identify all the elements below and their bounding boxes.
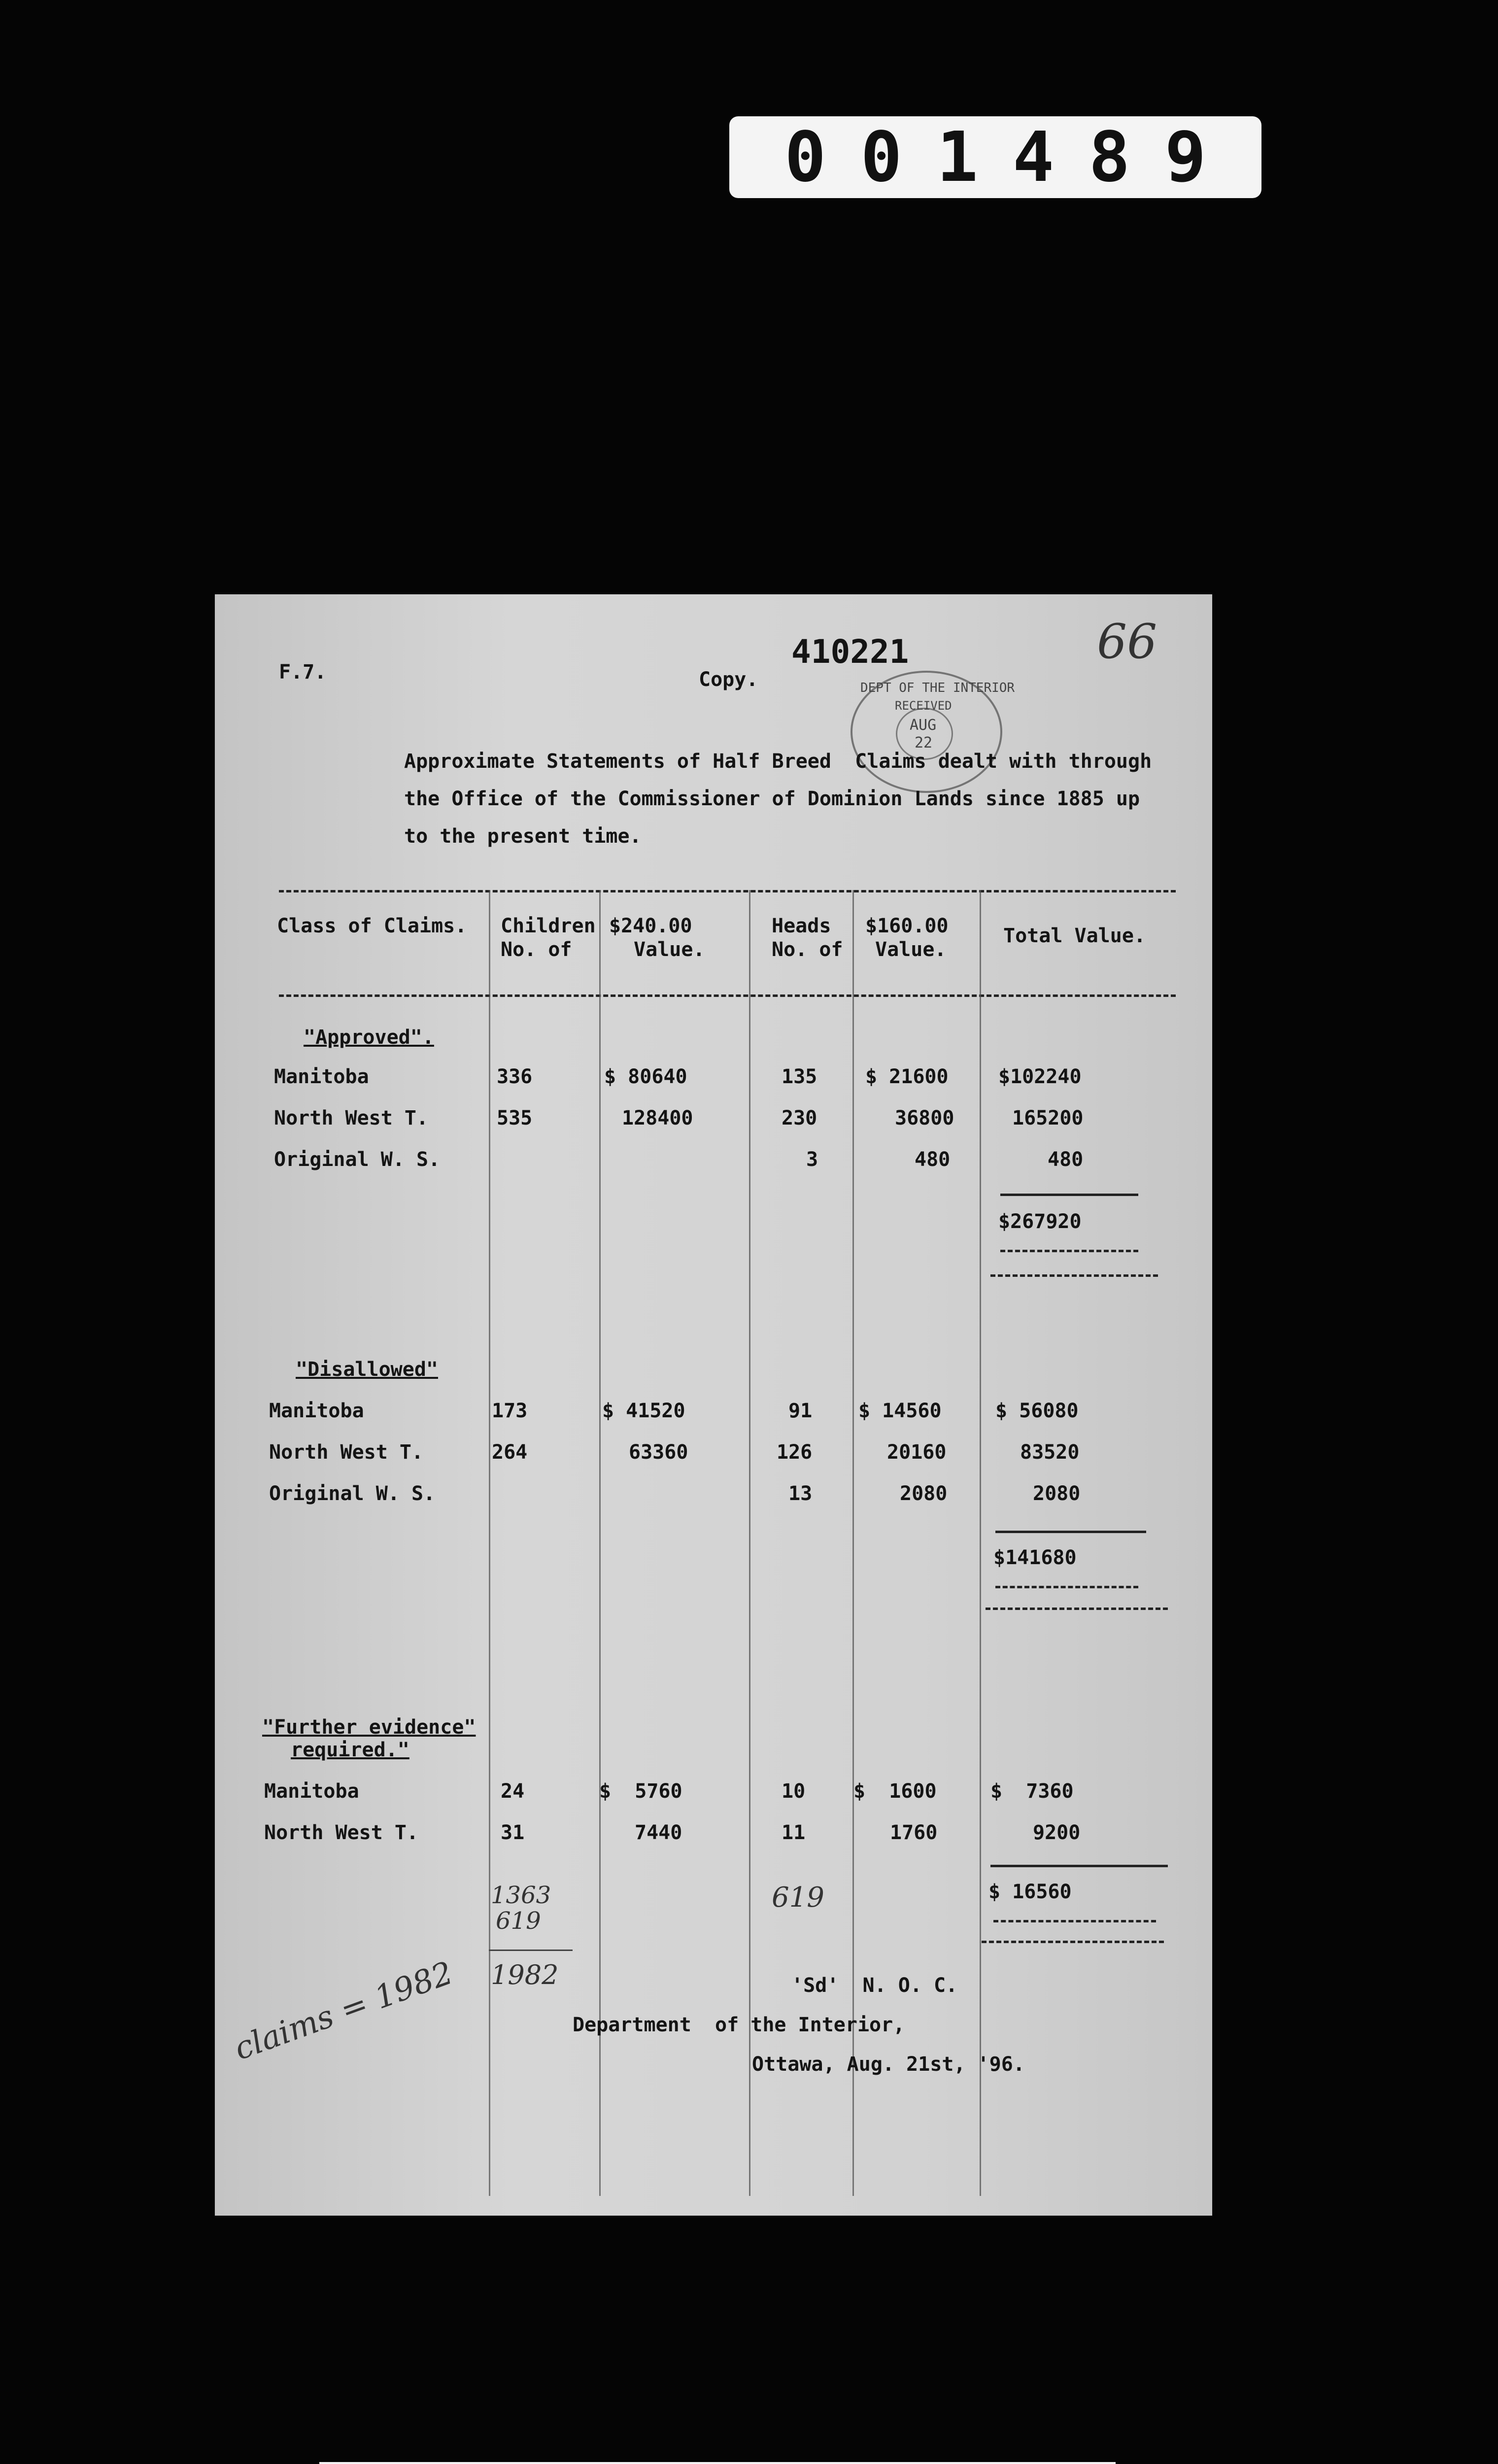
- col-header-children-no: No. of: [501, 938, 572, 961]
- section-sum: $141680: [993, 1546, 1077, 1569]
- col-header-class: Class of Claims.: [277, 915, 467, 937]
- cell-total: $102240: [998, 1065, 1082, 1088]
- cell-children: 173: [492, 1400, 528, 1422]
- heading-line-1: Approximate Statements of Half Breed Claims dealt with through: [404, 750, 1152, 773]
- handwritten-rule: [489, 1950, 573, 1951]
- row-label: Manitoba: [269, 1400, 364, 1422]
- cell-children: 31: [501, 1821, 525, 1844]
- row-label: North West T.: [274, 1107, 429, 1129]
- sum-double-rule: [995, 1586, 1138, 1588]
- stamp-month: AUG: [910, 717, 937, 734]
- cell-value240: $ 41520: [602, 1400, 685, 1422]
- col-header-value240-label: Value.: [634, 938, 705, 961]
- cell-heads: 11: [782, 1821, 806, 1844]
- frame-number: 001489: [729, 116, 1261, 198]
- col-header-value160: $160.00: [865, 915, 949, 937]
- sum-double-rule: [993, 1920, 1156, 1922]
- sum-rule: [1000, 1194, 1138, 1196]
- column-divider: [980, 890, 981, 2196]
- cell-value240: 7440: [635, 1821, 682, 1844]
- cell-value160: 480: [915, 1148, 951, 1171]
- cell-total: $ 56080: [995, 1400, 1079, 1422]
- cell-heads: 91: [788, 1400, 813, 1422]
- handwritten-children-a: 1363: [491, 1882, 551, 1909]
- cell-heads: 13: [788, 1482, 813, 1505]
- stamp-text: DEPT OF THE INTERIOR: [860, 681, 1015, 695]
- column-divider: [599, 890, 601, 2196]
- column-divider: [489, 890, 490, 2196]
- section-sum: $267920: [998, 1210, 1082, 1233]
- cell-value240: $ 80640: [604, 1065, 687, 1088]
- corner-mark: F.7.: [279, 661, 327, 684]
- row-label: Original W. S.: [269, 1482, 436, 1505]
- sum-rule: [995, 1531, 1146, 1533]
- cell-heads: 10: [782, 1780, 806, 1803]
- sum-double-rule: [982, 1941, 1164, 1943]
- cell-value240: $ 5760: [599, 1780, 682, 1803]
- file-number: 410221: [791, 633, 909, 671]
- copy-label: Copy.: [699, 668, 758, 691]
- col-header-children: Children: [501, 915, 596, 937]
- row-label: North West T.: [264, 1821, 419, 1844]
- cell-heads: 135: [782, 1065, 817, 1088]
- sum-double-rule: [990, 1274, 1158, 1277]
- cell-total: 480: [1048, 1148, 1084, 1171]
- cell-heads: 230: [782, 1107, 817, 1129]
- table-header-rule: [279, 994, 1176, 997]
- row-label: Manitoba: [274, 1065, 369, 1088]
- stamp-received: RECEIVED: [895, 699, 952, 713]
- cell-children: 24: [501, 1780, 525, 1803]
- signature: 'Sd' N. O. C.: [791, 1974, 958, 1997]
- handwritten-children-b: 619: [496, 1907, 541, 1935]
- row-label: North West T.: [269, 1441, 424, 1464]
- cell-heads: 3: [806, 1148, 818, 1171]
- col-header-heads: Heads: [772, 915, 831, 937]
- cell-total: 83520: [1020, 1441, 1080, 1464]
- document-page: [215, 594, 1212, 2216]
- heading-line-3: to the present time.: [404, 825, 642, 848]
- handwritten-heads: 619: [772, 1882, 824, 1914]
- sum-double-rule: [986, 1608, 1168, 1610]
- cell-value160: 2080: [900, 1482, 948, 1505]
- handwritten-margin-note: claims = 1982: [230, 1954, 458, 2068]
- archive-reference-label: [319, 2462, 1116, 2464]
- cell-children: 336: [497, 1065, 533, 1088]
- stamp-day: 22: [915, 734, 933, 752]
- cell-value160: 1760: [890, 1821, 938, 1844]
- column-divider: [749, 890, 750, 2196]
- section-title-approved: "Approved".: [304, 1026, 434, 1049]
- col-header-value160-label: Value.: [875, 938, 947, 961]
- sum-rule: [990, 1865, 1168, 1867]
- cell-total: 9200: [1033, 1821, 1081, 1844]
- section-title-further-evidence-2: required.": [291, 1739, 409, 1761]
- section-title-further-evidence: "Further evidence": [262, 1716, 476, 1739]
- cell-value160: 36800: [895, 1107, 954, 1129]
- cell-children: 264: [492, 1441, 528, 1464]
- department-line: Department of the Interior,: [573, 2014, 905, 2036]
- cell-value240: 63360: [629, 1441, 688, 1464]
- place-date: Ottawa, Aug. 21st, '96.: [752, 2053, 1025, 2076]
- col-header-total: Total Value.: [1003, 924, 1146, 947]
- cell-value240: 128400: [622, 1107, 693, 1129]
- cell-value160: $ 21600: [865, 1065, 949, 1088]
- section-sum: $ 16560: [988, 1881, 1072, 1903]
- handwritten-children-total: 1982: [491, 1959, 559, 1990]
- handwritten-page-mark: 66: [1097, 614, 1158, 669]
- cell-value160: 20160: [887, 1441, 947, 1464]
- col-header-value240: $240.00: [609, 915, 692, 937]
- row-label: Original W. S.: [274, 1148, 441, 1171]
- row-label: Manitoba: [264, 1780, 359, 1803]
- cell-value160: $ 14560: [858, 1400, 942, 1422]
- cell-heads: 126: [777, 1441, 813, 1464]
- cell-value160: $ 1600: [853, 1780, 937, 1803]
- sum-double-rule: [1000, 1250, 1138, 1252]
- cell-total: 2080: [1033, 1482, 1081, 1505]
- cell-total: 165200: [1012, 1107, 1084, 1129]
- table-top-rule: [279, 890, 1176, 892]
- cell-children: 535: [497, 1107, 533, 1129]
- col-header-heads-no: No. of: [772, 938, 843, 961]
- section-title-disallowed: "Disallowed": [296, 1358, 438, 1381]
- column-divider: [852, 890, 854, 2196]
- cell-total: $ 7360: [990, 1780, 1074, 1803]
- heading-line-2: the Office of the Commissioner of Dominion Lands since 1885 up: [404, 787, 1140, 810]
